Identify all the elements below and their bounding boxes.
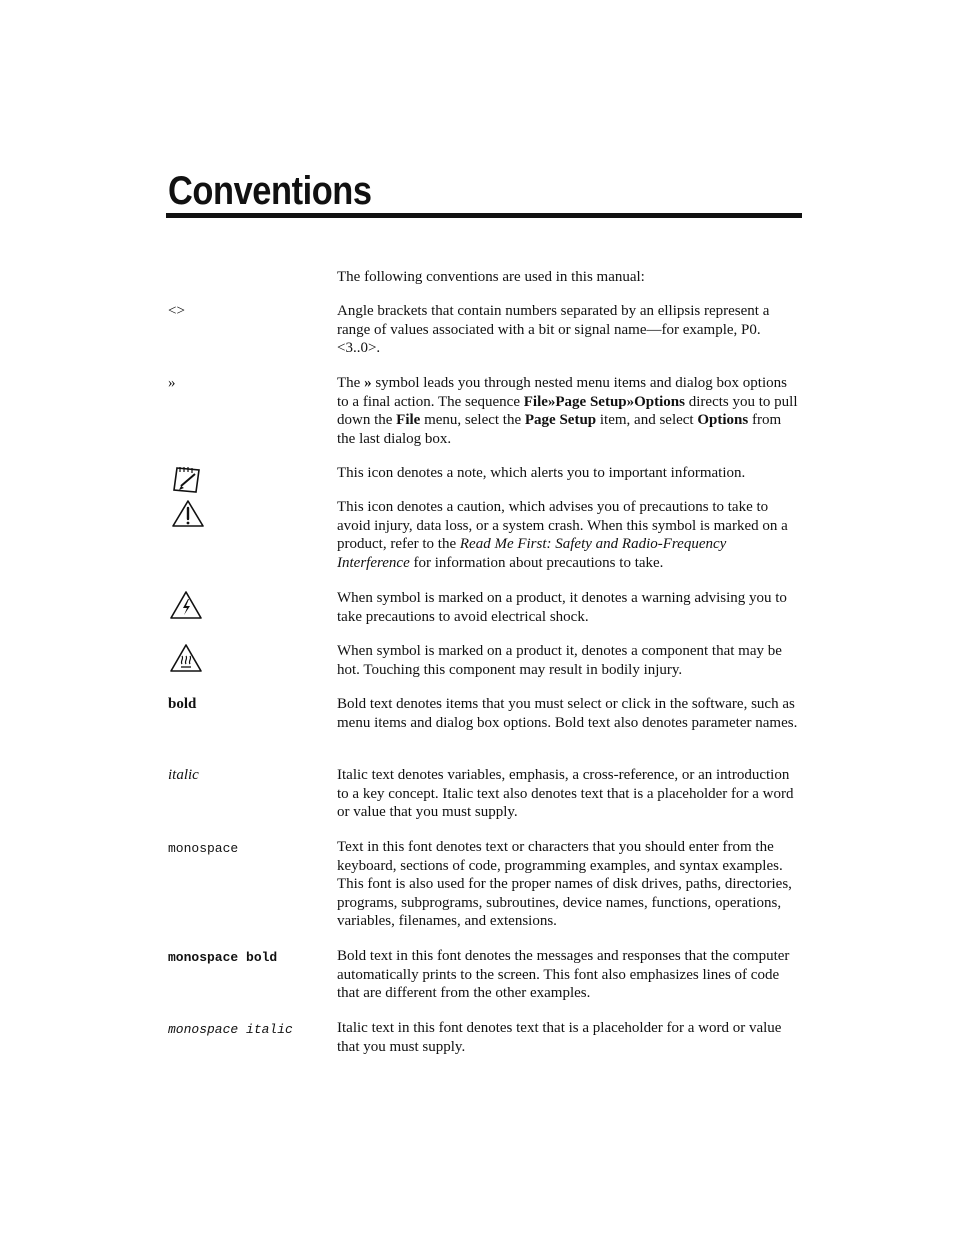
term-monospace-italic: monospace italic <box>168 1022 293 1037</box>
page-title: Conventions <box>168 169 372 213</box>
desc-monospace: Text in this font denotes text or characters that you should enter from the keyboard, sections of code, programming examples, and syntax examples. This font is also used for the proper names of disk drives, paths, directories, programs, subprograms, subroutines, device names, functions, operations, variables, filenames, and extensions. <box>337 839 792 930</box>
desc-monospace-bold: Bold text in this font denotes the messages and responses that the computer automatically prints to the screen. This font also emphasizes lines of code that are different from the other examples. <box>337 948 790 1002</box>
desc-chevron: The » symbol leads you through nested menu items and dialog box options to a final action. The sequence File»Page Setup»Options directs you to pull down the File menu, select the Page Setup item, and select Options from the last dialog box. <box>337 375 798 447</box>
desc-note: This icon denotes a note, which alerts you to important information. <box>337 465 746 481</box>
desc-electrical-shock: When symbol is marked on a product, it denotes a warning advising you to take precautions to avoid electrical shock. <box>337 590 787 625</box>
desc-monospace-italic: Italic text in this font denotes text that is a placeholder for a word or value that you must supply. <box>337 1020 782 1055</box>
caution-icon <box>168 498 206 532</box>
term-monospace-bold: monospace bold <box>168 950 278 965</box>
term-italic: italic <box>168 767 199 783</box>
desc-italic: Italic text denotes variables, emphasis, a cross-reference, or an introduction to a key concept. Italic text also denotes text that is a placeholder for a word or value that you must supply. <box>337 767 794 821</box>
desc-hot-surface: When symbol is marked on a product it, denotes a component that may be hot. Touching this component may result in bodily injury. <box>337 643 782 678</box>
desc-caution: This icon denotes a caution, which advises you of precautions to take to avoid injury, data loss, or a system crash. When this symbol is marked on a product, refer to the Read Me First: Safety and Radio-Frequency Interference for information about precautions to take. <box>337 499 788 571</box>
hot-surface-warning-icon <box>168 642 206 676</box>
term-bold: bold <box>168 696 197 712</box>
title-rule <box>166 213 802 218</box>
term-monospace: monospace <box>168 841 239 856</box>
desc-bold: Bold text denotes items that you must select or click in the software, such as menu items and dialog box options. Bold text also denotes parameter names. <box>337 696 798 731</box>
term-chevron: » <box>168 375 176 391</box>
note-icon <box>168 464 206 498</box>
electrical-shock-warning-icon <box>168 589 206 623</box>
desc-angle-brackets: Angle brackets that contain numbers separated by an ellipsis represent a range of values associated with a bit or signal name—for example, P0.<3..0>. <box>337 303 770 357</box>
intro-text: The following conventions are used in this manual: <box>337 269 645 285</box>
term-angle-brackets: <> <box>168 303 185 319</box>
